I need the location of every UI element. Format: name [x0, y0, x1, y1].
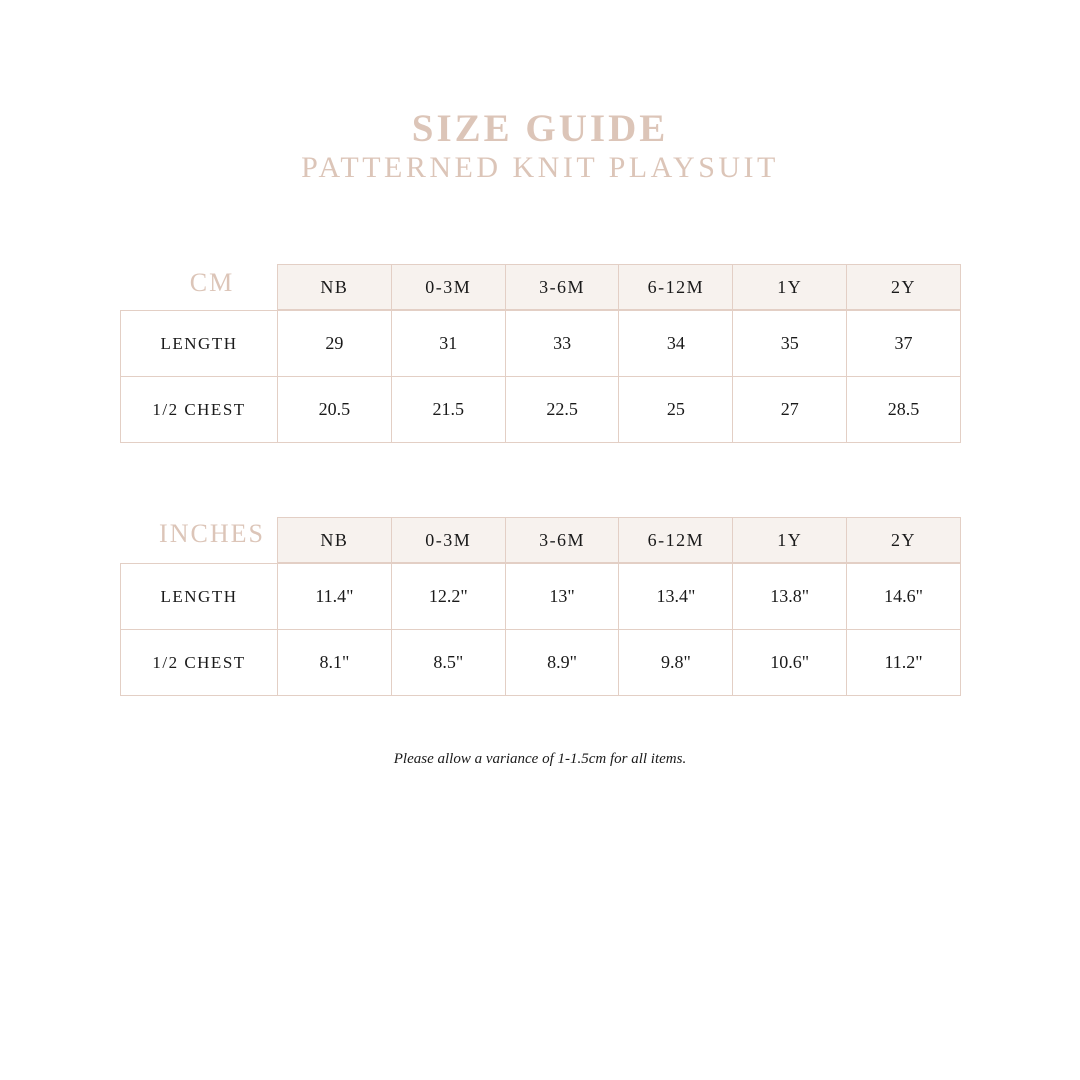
table-cell-length-2y-inches: 14.6"	[846, 563, 961, 630]
table-cell-1-2-chest-2y-inches: 11.2"	[846, 629, 961, 696]
table-cell-length-1y-inches: 13.8"	[732, 563, 847, 630]
table-cell-1-2-chest-3-6m-cm: 22.5	[505, 376, 620, 443]
column-header-1y-inches: 1Y	[732, 517, 847, 563]
table-cell-length-0-3m-cm: 31	[391, 310, 506, 377]
table-cell-length-6-12m-cm: 34	[618, 310, 733, 377]
table-cell-length-2y-cm: 37	[846, 310, 961, 377]
size-table-cm	[120, 264, 960, 442]
size-table-inches	[120, 517, 960, 695]
unit-label-inches: INCHES	[159, 519, 265, 548]
table-cell-1-2-chest-0-3m-cm: 21.5	[391, 376, 506, 443]
table-cell-1-2-chest-nb-inches: 8.1"	[277, 629, 392, 696]
table-cell-1-2-chest-nb-cm: 20.5	[277, 376, 392, 443]
row-label-1-2-chest-cm: 1/2 CHEST	[120, 376, 278, 443]
table-cell-length-nb-cm: 29	[277, 310, 392, 377]
table-cell-length-1y-cm: 35	[732, 310, 847, 377]
table-cell-length-6-12m-inches: 13.4"	[618, 563, 733, 630]
column-header-3-6m-cm: 3-6M	[505, 264, 620, 310]
row-label-length-cm: LENGTH	[120, 310, 278, 377]
column-header-2y-cm: 2Y	[846, 264, 961, 310]
table-cell-1-2-chest-1y-cm: 27	[732, 376, 847, 443]
product-subtitle: PATTERNED KNIT PLAYSUIT	[301, 151, 779, 184]
column-header-6-12m-cm: 6-12M	[618, 264, 733, 310]
table-cell-length-3-6m-cm: 33	[505, 310, 620, 377]
row-label-1-2-chest-inches: 1/2 CHEST	[120, 629, 278, 696]
table-cell-1-2-chest-2y-cm: 28.5	[846, 376, 961, 443]
unit-label-cm: CM	[189, 268, 235, 297]
table-cell-1-2-chest-3-6m-inches: 8.9"	[505, 629, 620, 696]
column-header-0-3m-cm: 0-3M	[391, 264, 506, 310]
column-header-0-3m-inches: 0-3M	[391, 517, 506, 563]
column-header-nb-cm: NB	[277, 264, 392, 310]
table-cell-length-3-6m-inches: 13"	[505, 563, 620, 630]
column-header-3-6m-inches: 3-6M	[505, 517, 620, 563]
column-header-2y-inches: 2Y	[846, 517, 961, 563]
table-cell-1-2-chest-6-12m-cm: 25	[618, 376, 733, 443]
table-cell-1-2-chest-1y-inches: 10.6"	[732, 629, 847, 696]
table-cell-1-2-chest-6-12m-inches: 9.8"	[618, 629, 733, 696]
row-label-length-inches: LENGTH	[120, 563, 278, 630]
variance-note: Please allow a variance of 1-1.5cm for all items.	[393, 751, 687, 767]
page-title: SIZE GUIDE	[411, 107, 669, 150]
table-cell-length-nb-inches: 11.4"	[277, 563, 392, 630]
table-cell-length-0-3m-inches: 12.2"	[391, 563, 506, 630]
column-header-nb-inches: NB	[277, 517, 392, 563]
table-cell-1-2-chest-0-3m-inches: 8.5"	[391, 629, 506, 696]
column-header-6-12m-inches: 6-12M	[618, 517, 733, 563]
column-header-1y-cm: 1Y	[732, 264, 847, 310]
